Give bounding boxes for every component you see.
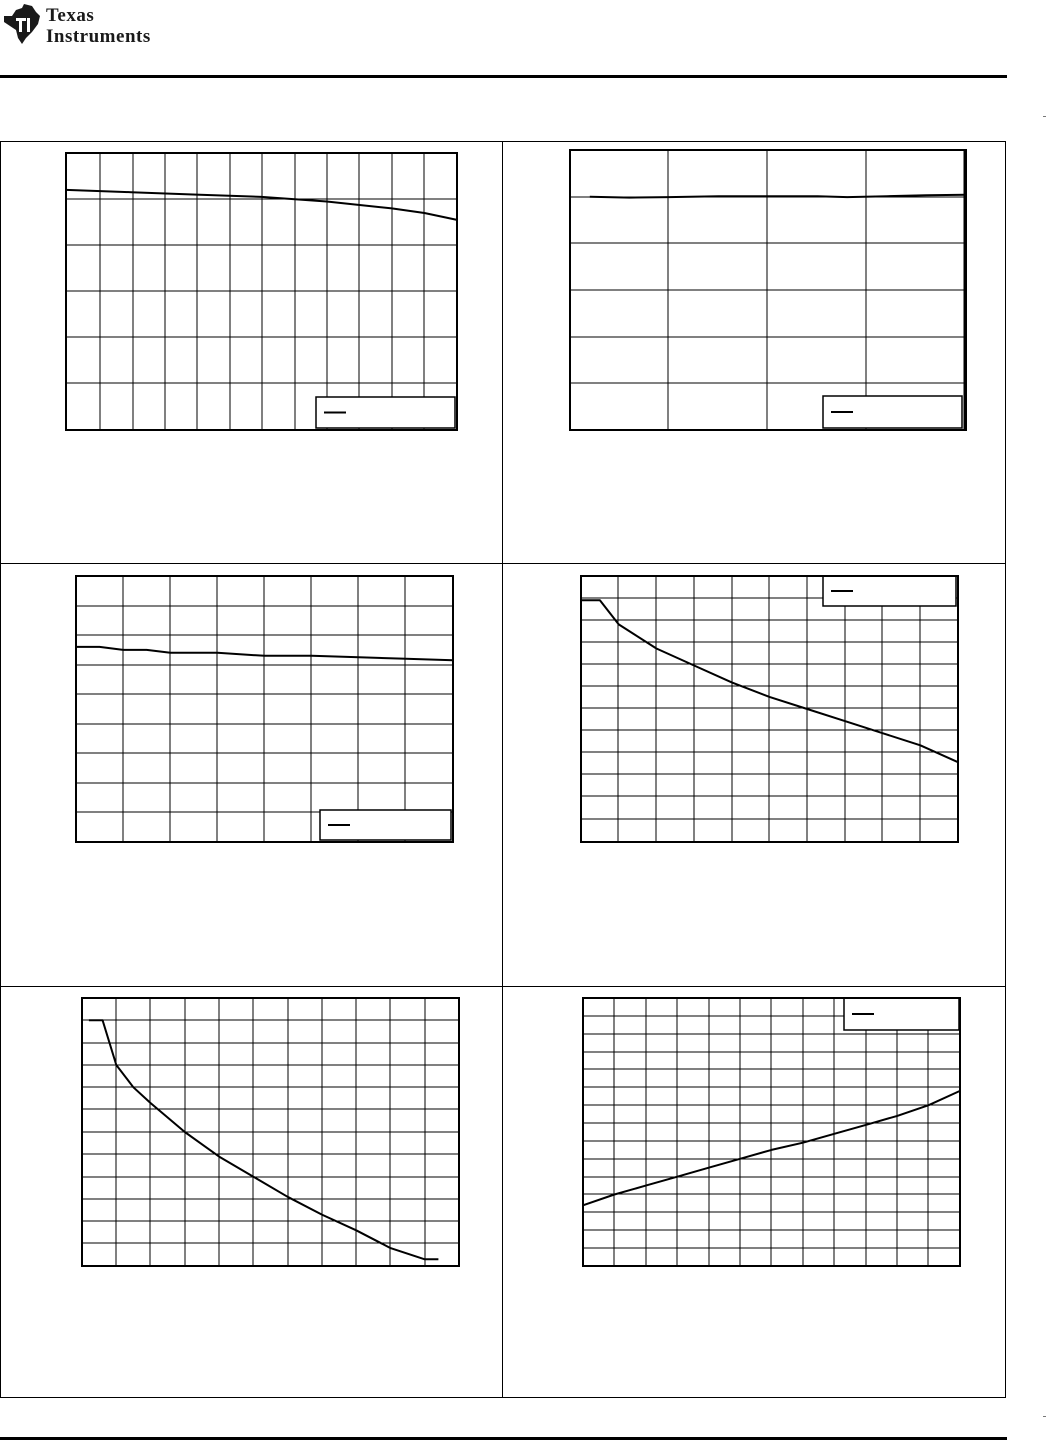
chart-6 <box>583 998 960 1266</box>
margin-mark <box>1043 1416 1046 1417</box>
brand-name-line1: Texas <box>46 5 95 26</box>
grid-row-divider <box>0 563 1006 564</box>
ti-logo-icon <box>2 2 42 46</box>
chart-4 <box>581 576 958 842</box>
header-rule <box>0 75 1007 78</box>
chart-1 <box>66 153 457 430</box>
grid-column-divider <box>502 141 503 1398</box>
series-line <box>89 1020 439 1259</box>
margin-mark <box>1043 116 1046 117</box>
chart-5 <box>82 998 459 1266</box>
chart-3 <box>76 576 453 842</box>
brand-logo <box>2 2 202 50</box>
brand-name-line2: Instruments <box>46 26 151 47</box>
grid-row-divider <box>0 986 1006 987</box>
chart-2 <box>570 150 966 430</box>
